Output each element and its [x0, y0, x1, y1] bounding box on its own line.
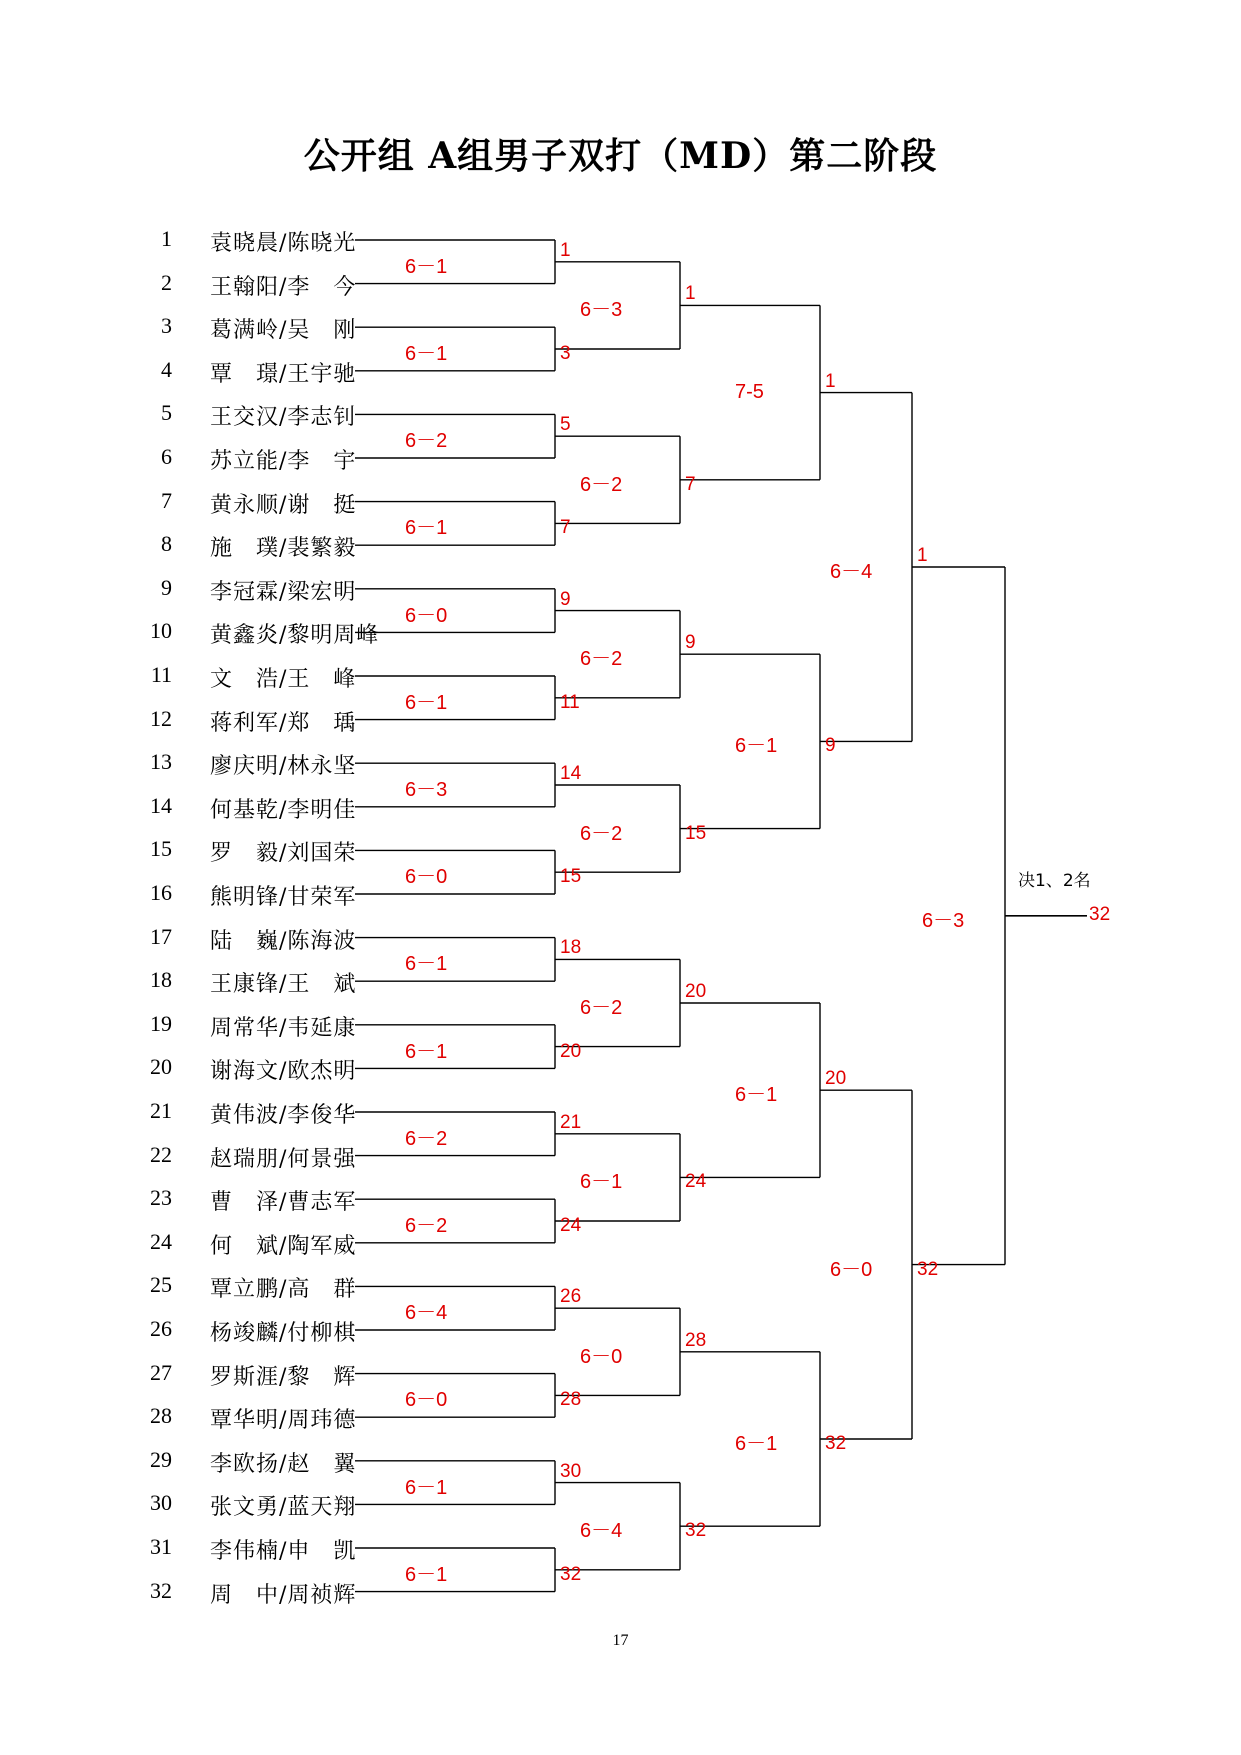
player-seed: 26	[150, 1316, 172, 1341]
winner-label: 30	[560, 1460, 582, 1482]
player-seed: 31	[150, 1534, 172, 1559]
player-seed: 9	[161, 574, 172, 600]
match-score: 6－3	[922, 909, 965, 932]
winner-label: 24	[560, 1215, 582, 1236]
winner-label: 5	[560, 414, 571, 436]
player-name: 黄永顺/谢 挺	[210, 492, 357, 518]
winner-label: 15	[685, 822, 707, 844]
winner-label: 32	[685, 1520, 707, 1542]
match-score: 6－1	[405, 343, 448, 365]
match-score: 6－1	[405, 517, 448, 540]
winner-label: 18	[560, 937, 582, 959]
match-score: 6－1	[405, 255, 448, 278]
player-name: 王翰阳/李 今	[210, 274, 357, 300]
player-seed: 15	[150, 836, 172, 862]
player-name: 赵瑞朋/何景强	[210, 1146, 357, 1172]
winner-label: 24	[685, 1171, 707, 1193]
player-name: 覃华明/周玮德	[210, 1408, 357, 1434]
player-name: 蒋利军/郑 瑀	[210, 710, 357, 736]
player-name: 周常华/韦延康	[210, 1015, 357, 1041]
player-name: 熊明锋/甘荣军	[210, 885, 357, 910]
player-name: 覃立鹏/高 群	[210, 1277, 357, 1303]
match-score: 6－1	[405, 1040, 448, 1063]
match-score: 6－4	[405, 1302, 448, 1325]
player-name: 袁晓晨/陈晓光	[210, 231, 357, 256]
player-name: 陆 巍/陈海波	[210, 928, 357, 954]
player-name: 何基乾/李明佳	[210, 797, 357, 823]
match-score: 6－2	[405, 1127, 448, 1150]
player-name: 文 浩/王 峰	[210, 667, 357, 692]
winner-label: 20	[560, 1040, 582, 1062]
player-seed: 28	[150, 1403, 172, 1429]
player-name: 罗 毅/刘国荣	[210, 841, 357, 867]
match-score: 6－2	[580, 822, 623, 845]
player-seed: 11	[150, 662, 172, 687]
player-seed: 18	[150, 967, 172, 993]
match-score: 6－0	[405, 604, 448, 627]
winner-label: 3	[560, 343, 571, 364]
player-name: 苏立能/李 宇	[210, 449, 357, 474]
player-seed: 30	[150, 1490, 172, 1516]
match-score: 6－4	[830, 561, 873, 583]
player-name: 葛满岭/吴 刚	[210, 318, 357, 344]
winner-label: 32	[825, 1433, 847, 1454]
winner-label: 28	[685, 1329, 707, 1351]
player-seed: 29	[150, 1446, 172, 1472]
player-name: 王康锋/王 斌	[210, 972, 357, 998]
player-seed: 14	[150, 792, 172, 818]
winner-label: 21	[560, 1111, 582, 1133]
match-score: 6－2	[580, 997, 623, 1019]
page-title: 公开组 A组男子双打（MD）第二阶段	[303, 135, 938, 177]
player-name: 覃 璟/王宇驰	[210, 361, 357, 387]
player-name: 罗斯涯/黎 辉	[210, 1364, 357, 1390]
player-name: 黄伟波/李俊华	[210, 1103, 357, 1128]
winner-label: 32	[1089, 903, 1111, 925]
match-score: 6－1	[735, 1433, 778, 1455]
winner-label: 28	[560, 1389, 582, 1411]
player-seed: 6	[161, 444, 172, 469]
player-seed: 25	[150, 1272, 172, 1298]
match-score: 6－0	[830, 1258, 873, 1281]
player-seed: 21	[150, 1098, 172, 1123]
player-seed: 13	[150, 749, 172, 775]
player-seed: 4	[161, 356, 172, 382]
match-score: 6－1	[405, 1563, 448, 1586]
winner-label: 9	[560, 588, 571, 610]
player-seed: 22	[150, 1141, 172, 1167]
match-score: 6－1	[405, 1476, 448, 1499]
winner-label: 1	[917, 545, 928, 566]
winner-label: 15	[560, 866, 582, 888]
match-score: 6－3	[405, 779, 448, 801]
player-seed: 3	[161, 313, 172, 339]
winner-label: 7	[685, 473, 696, 495]
player-seed: 12	[150, 705, 172, 731]
winner-label: 1	[825, 370, 836, 392]
player-name: 施 璞/裴繁毅	[210, 536, 357, 562]
match-score: 6－2	[580, 648, 623, 671]
player-name: 黄鑫炎/黎明周峰	[210, 623, 380, 649]
winner-label: 32	[560, 1563, 582, 1585]
player-name: 王交汉/李志钊	[210, 405, 357, 431]
final-label: 决1、2名	[1018, 871, 1091, 891]
winner-label: 26	[560, 1286, 582, 1308]
player-seed: 5	[161, 400, 172, 426]
player-seed: 2	[161, 269, 172, 295]
player-name: 曹 泽/曹志军	[210, 1190, 357, 1216]
winner-label: 20	[685, 981, 707, 1002]
player-name: 谢海文/欧杰明	[210, 1059, 357, 1085]
page-number: 17	[612, 1632, 629, 1649]
player-seed: 20	[150, 1054, 172, 1080]
winner-label: 20	[825, 1068, 847, 1090]
winner-label: 9	[825, 735, 836, 757]
winner-label: 1	[560, 239, 571, 261]
player-seed: 24	[150, 1228, 172, 1254]
player-name: 周 中/周祯辉	[210, 1582, 357, 1608]
match-score: 6－0	[405, 866, 448, 889]
player-name: 杨竣麟/付柳棋	[210, 1321, 357, 1346]
match-score: 6－1	[735, 735, 778, 758]
player-name: 李欧扬/赵 翼	[210, 1451, 357, 1477]
match-score: 6－1	[735, 1084, 778, 1107]
player-name: 张文勇/蓝天翔	[210, 1495, 357, 1521]
player-seed: 7	[161, 487, 172, 513]
player-seed: 23	[150, 1185, 172, 1211]
winner-label: 11	[560, 691, 580, 713]
match-score: 6－2	[405, 1215, 448, 1237]
winner-label: 14	[560, 763, 582, 784]
player-name: 李伟楠/申 凯	[210, 1539, 357, 1564]
winner-label: 32	[917, 1258, 939, 1280]
player-seed: 10	[150, 618, 172, 644]
player-name: 廖庆明/林永坚	[210, 754, 357, 780]
player-name: 李冠霖/梁宏明	[210, 579, 357, 605]
player-name: 何 斌/陶军威	[210, 1233, 357, 1259]
match-score: 6－1	[405, 953, 448, 976]
match-score: 6－1	[580, 1171, 623, 1194]
winner-label: 1	[685, 283, 696, 305]
match-score: 6－1	[405, 691, 448, 714]
winner-label: 7	[560, 517, 571, 539]
match-score: 6－2	[405, 430, 448, 453]
match-score: 6－4	[580, 1520, 623, 1543]
match-score: 6－3	[580, 299, 623, 322]
player-seed: 27	[150, 1359, 172, 1385]
player-seed: 19	[150, 1010, 172, 1036]
match-score: 6－2	[580, 473, 623, 496]
winner-label: 9	[685, 632, 696, 654]
match-score: 6－0	[405, 1389, 448, 1412]
player-seed: 1	[161, 226, 172, 251]
player-seed: 8	[161, 531, 172, 557]
player-seed: 17	[150, 923, 172, 949]
match-score: 6－0	[580, 1345, 623, 1368]
match-score: 7-5	[735, 380, 764, 403]
player-seed: 16	[150, 880, 172, 905]
player-seed: 32	[150, 1577, 172, 1603]
